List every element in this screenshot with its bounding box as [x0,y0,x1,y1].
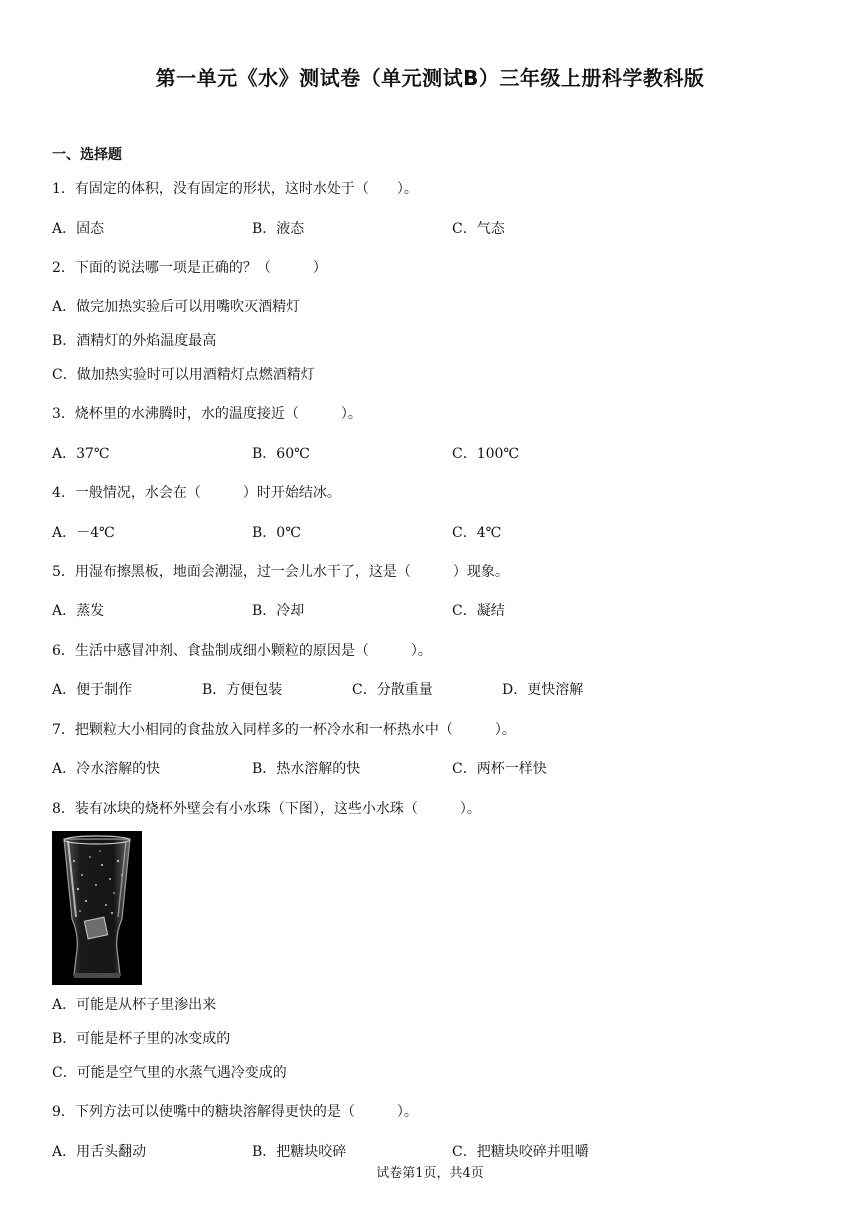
page-footer: 试卷第1页，共4页 [376,1166,484,1181]
question-4-option-c[interactable]: C．4℃ [452,525,502,541]
question-5-stem: 5．用湿布擦黑板，地面会潮湿，过一会儿水干了，这是（ ）现象。 [52,564,509,580]
question-2-stem: 2．下面的说法哪一项是正确的？（ ） [52,260,327,276]
question-7-option-a[interactable]: A．冷水溶解的快 [52,761,161,777]
question-4-stem: 4．一般情况，水会在（ ）时开始结冰。 [52,485,341,501]
question-6-option-d[interactable]: D．更快溶解 [502,682,584,698]
question-7-stem: 7．把颗粒大小相同的食盐放入同样多的一杯冷水和一杯热水中（ ）。 [52,722,516,738]
question-3-option-c[interactable]: C．100℃ [452,446,520,462]
question-4-option-b[interactable]: B．0℃ [252,525,301,541]
question-3-stem: 3．烧杯里的水沸腾时，水的温度接近（ ）。 [52,406,362,422]
question-6-stem: 6．生活中感冒冲剂、食盐制成细小颗粒的原因是（ ）。 [52,643,432,659]
question-8-option-b[interactable]: B．可能是杯子里的冰变成的 [52,1031,231,1047]
question-1-option-b[interactable]: B．液态 [252,221,305,237]
question-5-option-b[interactable]: B．冷却 [252,603,305,619]
question-9-option-c[interactable]: C．把糖块咬碎并咀嚼 [452,1144,589,1160]
question-3-option-b[interactable]: B．60℃ [252,446,310,462]
question-2-option-c[interactable]: C．做加热实验时可以用酒精灯点燃酒精灯 [52,367,315,383]
question-9-stem: 9．下列方法可以使嘴中的糖块溶解得更快的是（ ）。 [52,1104,418,1120]
question-1-option-c[interactable]: C．气态 [452,221,505,237]
question-9-option-a[interactable]: A．用舌头翻动 [52,1144,147,1160]
question-5-option-c[interactable]: C．凝结 [452,603,505,619]
question-6-option-b[interactable]: B．方便包装 [202,682,283,698]
glass-with-ice-icon [52,831,142,985]
question-8-option-c[interactable]: C．可能是空气里的水蒸气遇冷变成的 [52,1065,287,1081]
question-2-option-b[interactable]: B．酒精灯的外焰温度最高 [52,333,217,349]
ice-glass-photo [52,831,142,985]
question-6-option-a[interactable]: A．便于制作 [52,682,133,698]
question-2-option-a[interactable]: A．做完加热实验后可以用嘴吹灭酒精灯 [52,299,301,315]
section-heading: 一、选择题 [52,147,122,163]
page-title: 第一单元《水》测试卷（单元测试B）三年级上册科学教科版 [155,66,705,90]
question-8-option-a[interactable]: A．可能是从杯子里渗出来 [52,997,217,1013]
question-1-option-a[interactable]: A．固态 [52,221,105,237]
question-4-option-a[interactable]: A．－4℃ [52,525,115,541]
question-7-option-c[interactable]: C．两杯一样快 [452,761,547,777]
question-3-option-a[interactable]: A．37℃ [52,446,110,462]
question-5-option-a[interactable]: A．蒸发 [52,603,105,619]
question-8-stem: 8．装有冰块的烧杯外壁会有小水珠（下图），这些小水珠（ ）。 [52,801,481,817]
question-9-option-b[interactable]: B．把糖块咬碎 [252,1144,347,1160]
question-1-stem: 1．有固定的体积，没有固定的形状，这时水处于（ ）。 [52,181,418,197]
question-6-option-c[interactable]: C．分散重量 [352,682,433,698]
question-7-option-b[interactable]: B．热水溶解的快 [252,761,361,777]
